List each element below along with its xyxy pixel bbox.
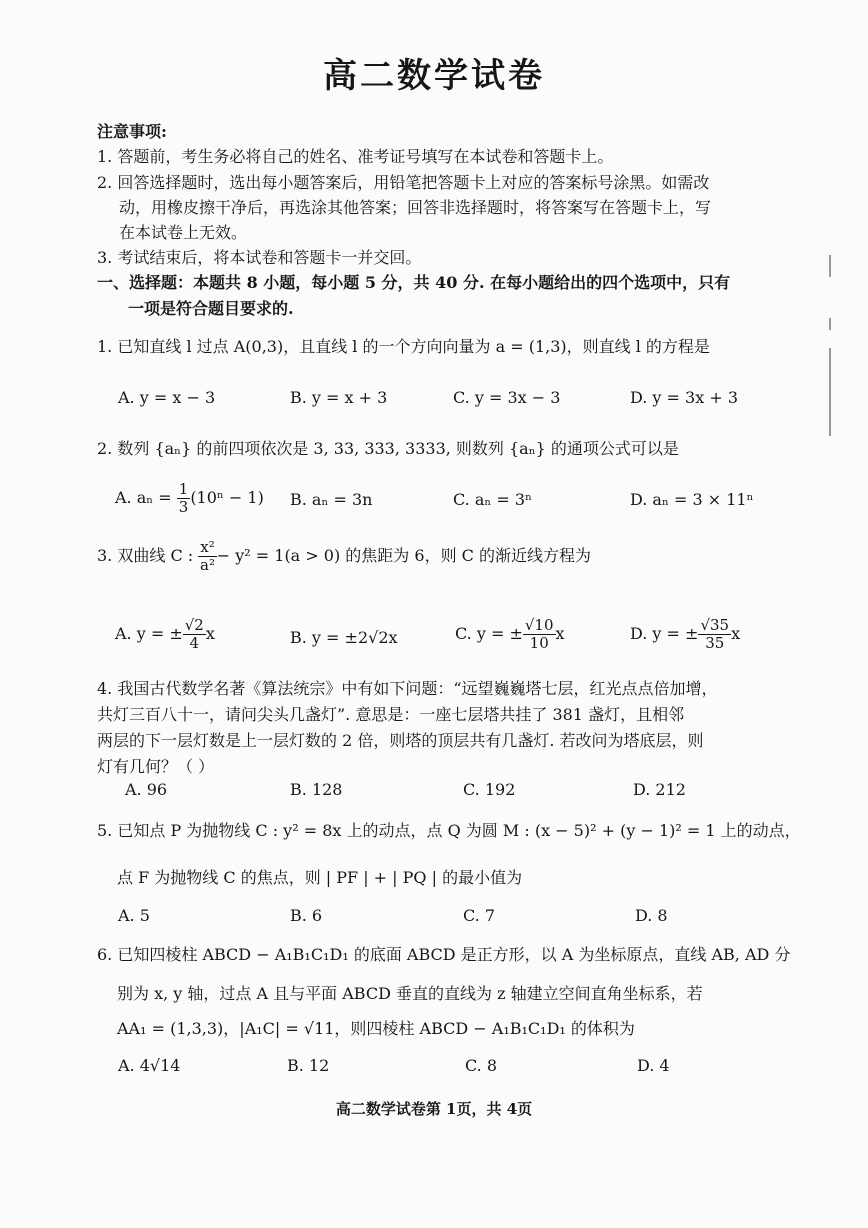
q3-option-c-fraction (523, 618, 556, 651)
q3-option-d-fraction (698, 618, 731, 651)
q5-line-1: 5. 已知点 P 为抛物线 C : y² = 8x 上的动点，点 Q 为圆 M : (x − 5)² + (y − 1)² = 1 上的动点， (97, 821, 801, 840)
q2-option-a-pre: A. aₙ = (115, 488, 177, 507)
q3-option-a-post: x (205, 624, 215, 643)
q5-option-a: A. 5 (118, 906, 150, 925)
q3-option-a-pre: A. y = ± (115, 624, 183, 643)
q2-option-a-denominator: 3 (178, 498, 189, 516)
q1-option-d: D. y = 3x + 3 (630, 388, 739, 407)
q3-option-a-fraction (183, 618, 206, 651)
q4-line-3: 两层的下一层灯数是上一层灯数的 2 倍，则塔的顶层共有几盏灯. 若改问为塔底层，则 (97, 731, 704, 750)
q1-option-b: B. y = x + 3 (290, 388, 388, 407)
notice-heading: 注意事项: (97, 122, 167, 141)
notice-item-1: 1. 答题前，考生务必将自己的姓名、准考证号填写在本试卷和答题卡上。 (97, 147, 614, 166)
q2-stem: 2. 数列 {aₙ} 的前四项依次是 3, 33, 333, 3333, 则数列 {aₙ} 的通项公式可以是 (97, 439, 679, 458)
q2-option-a (115, 482, 264, 515)
section-heading-cont: 一项是符合题目要求的. (128, 299, 294, 318)
q2-option-a-numerator: 1 (178, 480, 189, 498)
page-footer: 高二数学试卷第 1页，共 4页 (335, 1100, 533, 1118)
q3-option-c-denominator: 10 (529, 634, 549, 652)
q3-stem-pre: 3. 双曲线 C : (97, 546, 199, 565)
q3-stem (97, 540, 591, 573)
q5-line-2: 点 F 为抛物线 C 的焦点，则 | PF | + | PQ | 的最小值为 (117, 868, 523, 887)
q2-option-c: C. aₙ = 3ⁿ (453, 490, 532, 509)
q6-line-2: 别为 x, y 轴，过点 A 且与平面 ABCD 垂直的直线为 z 轴建立空间直角坐标系，若 (117, 984, 703, 1003)
q4-option-b: B. 128 (290, 780, 343, 799)
q4-line-1: 4. 我国古代数学名著《算法统宗》中有如下问题：“远望巍巍塔七层，红光点点倍加增， (97, 679, 718, 698)
q1-option-c: C. y = 3x − 3 (453, 388, 561, 407)
q1-option-a: A. y = x − 3 (118, 388, 216, 407)
q6-line-1: 6. 已知四棱柱 ABCD − A₁B₁C₁D₁ 的底面 ABCD 是正方形，以 A 为坐标原点，直线 AB, AD 分 (97, 945, 791, 964)
q2-option-a-fraction (177, 482, 191, 515)
q6-line-3: AA₁ = (1,3,3)，|A₁C| = √11，则四棱柱 ABCD − A₁B₁C₁D₁ 的体积为 (117, 1019, 635, 1038)
scan-edge-mark (829, 318, 831, 330)
notice-item-2: 2. 回答选择题时，选出每小题答案后，用铅笔把答题卡上对应的答案标号涂黑。如需改 (97, 173, 710, 192)
q5-option-c: C. 7 (463, 906, 496, 925)
q3-stem-numerator: x² (200, 538, 215, 556)
q3-stem-fraction (198, 540, 216, 573)
q4-line-2: 共灯三百八十一，请问尖头几盏灯”. 意思是：一座七层塔共挂了 381 盏灯，且相邻 (97, 705, 685, 724)
q6-option-d: D. 4 (637, 1056, 670, 1075)
q3-option-a-denominator: 4 (189, 634, 200, 652)
q3-option-c-post: x (555, 624, 565, 643)
scan-edge-mark (829, 255, 831, 277)
q3-option-b: B. y = ±2√2x (290, 628, 398, 647)
q3-stem-post: − y² = 1(a > 0) 的焦距为 6，则 C 的渐近线方程为 (216, 546, 591, 565)
q2-option-b: B. aₙ = 3n (290, 490, 373, 509)
q6-option-b: B. 12 (287, 1056, 330, 1075)
q5-option-d: D. 8 (635, 906, 668, 925)
section-heading: 一、选择题：本题共 8 小题，每小题 5 分，共 40 分. 在每小题给出的四个选项中，只有 (97, 273, 731, 292)
page-title: 高二数学试卷 (323, 56, 545, 96)
notice-item-2-end: 在本试卷上无效。 (119, 223, 248, 242)
q3-option-d-denominator: 35 (705, 634, 725, 652)
q4-option-a: A. 96 (125, 780, 168, 799)
q3-option-d-numerator: √35 (700, 616, 730, 634)
scan-edge-mark (829, 348, 831, 436)
q3-option-a (115, 618, 215, 651)
q3-option-a-numerator: √2 (184, 616, 204, 634)
q3-option-d (630, 618, 740, 651)
q2-option-a-post: (10ⁿ − 1) (190, 488, 264, 507)
q2-option-d: D. aₙ = 3 × 11ⁿ (630, 490, 754, 509)
q4-option-d: D. 212 (633, 780, 686, 799)
q3-option-c (455, 618, 565, 651)
q4-option-c: C. 192 (463, 780, 516, 799)
q3-option-c-pre: C. y = ± (455, 624, 523, 643)
q6-option-c: C. 8 (465, 1056, 498, 1075)
notice-item-3: 3. 考试结束后，将本试卷和答题卡一并交回。 (97, 248, 422, 267)
q3-option-d-post: x (731, 624, 741, 643)
q1-stem: 1. 已知直线 l 过点 A(0,3)，且直线 l 的一个方向向量为 a = (1,3)，则直线 l 的方程是 (97, 337, 710, 356)
q3-stem-denominator: a² (200, 556, 215, 574)
q3-option-d-pre: D. y = ± (630, 624, 699, 643)
q5-option-b: B. 6 (290, 906, 323, 925)
q4-line-4: 灯有几何？（ ） (97, 757, 215, 776)
q6-option-a: A. 4√14 (118, 1056, 181, 1075)
q3-option-c-numerator: √10 (524, 616, 554, 634)
notice-item-2-cont: 动，用橡皮擦干净后，再选涂其他答案；回答非选择题时，将答案写在答题卡上，写 (119, 198, 712, 217)
